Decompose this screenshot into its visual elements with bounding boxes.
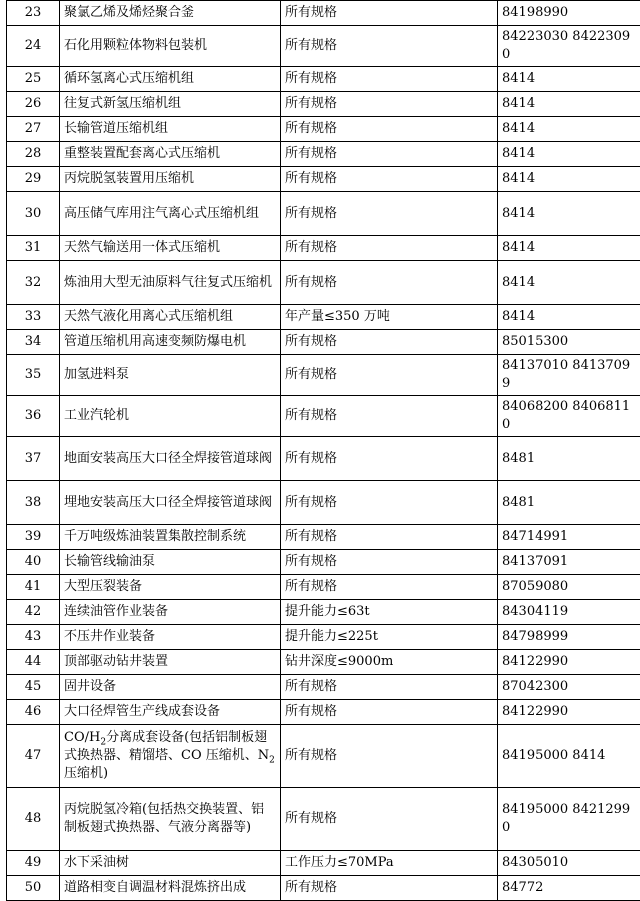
row-number-cell: 25 — [7, 67, 60, 92]
equipment-name-cell: 千万吨级炼油装置集散控制系统 — [60, 525, 281, 550]
specification-cell: 所有规格 — [281, 876, 498, 901]
row-number-cell: 24 — [7, 26, 60, 67]
equipment-name-cell: 大型压裂装备 — [60, 575, 281, 600]
equipment-name-cell: 管道压缩机用高速变频防爆电机 — [60, 330, 281, 355]
tariff-code-cell: 8414 — [498, 142, 640, 167]
tariff-code-cell: 84122990 — [498, 650, 640, 675]
table-row — [7, 788, 640, 851]
specification-cell: 年产量≤350 万吨 — [281, 305, 498, 330]
table-row — [7, 355, 640, 396]
specification-cell: 所有规格 — [281, 788, 498, 851]
tariff-code-cell: 84137091 — [498, 550, 640, 575]
equipment-name-cell: 加氢进料泵 — [60, 355, 281, 396]
tariff-code-cell: 8481 — [498, 481, 640, 525]
equipment-name-cell: 丙烷脱氢冷箱(包括热交换装置、铝制板翅式换热器、气液分离器等) — [60, 788, 281, 851]
table-row — [7, 600, 640, 625]
specification-cell: 所有规格 — [281, 142, 498, 167]
specification-cell: 所有规格 — [281, 437, 498, 481]
specification-cell: 所有规格 — [281, 192, 498, 236]
tariff-code-cell: 84223030 84223090 — [498, 26, 640, 67]
table-row — [7, 575, 640, 600]
equipment-name-cell: 大口径焊管生产线成套设备 — [60, 700, 281, 725]
equipment-name-cell: 重整装置配套离心式压缩机 — [60, 142, 281, 167]
equipment-name-cell: 长输管线输油泵 — [60, 550, 281, 575]
tariff-code-cell: 84304119 — [498, 600, 640, 625]
table-row — [7, 92, 640, 117]
tariff-code-cell: 84714991 — [498, 525, 640, 550]
tariff-code-cell: 8414 — [498, 92, 640, 117]
table-row — [7, 236, 640, 261]
equipment-name-cell: 循环氢离心式压缩机组 — [60, 67, 281, 92]
table-row — [7, 700, 640, 725]
tariff-code-cell: 85015300 — [498, 330, 640, 355]
equipment-name-cell: 工业汽轮机 — [60, 396, 281, 437]
row-number-cell: 34 — [7, 330, 60, 355]
specification-cell: 所有规格 — [281, 261, 498, 305]
row-number-cell: 50 — [7, 876, 60, 901]
equipment-name-cell: 水下采油树 — [60, 851, 281, 876]
row-number-cell: 31 — [7, 236, 60, 261]
row-number-cell: 33 — [7, 305, 60, 330]
table-row — [7, 625, 640, 650]
specification-cell: 所有规格 — [281, 26, 498, 67]
table-row — [7, 1, 640, 26]
subscript: 2 — [100, 738, 106, 748]
table-row — [7, 725, 640, 788]
specification-cell: 所有规格 — [281, 525, 498, 550]
tariff-code-cell: 8414 — [498, 167, 640, 192]
tariff-code-cell: 8414 — [498, 261, 640, 305]
specification-cell: 所有规格 — [281, 117, 498, 142]
specification-cell: 所有规格 — [281, 675, 498, 700]
row-number-cell: 32 — [7, 261, 60, 305]
tariff-code-cell: 8414 — [498, 67, 640, 92]
name-text: CO/H — [64, 730, 100, 745]
tariff-code-cell: 84195000 8414 — [498, 725, 640, 788]
row-number-cell: 37 — [7, 437, 60, 481]
specification-cell: 所有规格 — [281, 550, 498, 575]
equipment-table-body — [7, 1, 640, 901]
row-number-cell: 41 — [7, 575, 60, 600]
equipment-name-cell: 顶部驱动钻井装置 — [60, 650, 281, 675]
row-number-cell: 40 — [7, 550, 60, 575]
specification-cell: 工作压力≤70MPa — [281, 851, 498, 876]
equipment-name-cell: 聚氯乙烯及烯烃聚合釜 — [60, 1, 281, 26]
tariff-code-cell: 8481 — [498, 437, 640, 481]
equipment-name-cell: 长输管道压缩机组 — [60, 117, 281, 142]
row-number-cell: 43 — [7, 625, 60, 650]
table-row — [7, 650, 640, 675]
specification-cell: 提升能力≤225t — [281, 625, 498, 650]
row-number-cell: 49 — [7, 851, 60, 876]
table-row — [7, 675, 640, 700]
equipment-name-cell: 道路相变自调温材料混炼挤出成 — [60, 876, 281, 901]
table-row — [7, 26, 640, 67]
equipment-name-cell: 不压井作业装备 — [60, 625, 281, 650]
row-number-cell: 23 — [7, 1, 60, 26]
specification-cell: 所有规格 — [281, 355, 498, 396]
tariff-code-cell: 8414 — [498, 236, 640, 261]
table-row — [7, 142, 640, 167]
row-number-cell: 39 — [7, 525, 60, 550]
specification-cell: 所有规格 — [281, 167, 498, 192]
equipment-table — [6, 0, 640, 901]
specification-cell: 所有规格 — [281, 92, 498, 117]
specification-cell: 所有规格 — [281, 330, 498, 355]
row-number-cell: 28 — [7, 142, 60, 167]
table-row — [7, 876, 640, 901]
equipment-name-cell: 天然气液化用离心式压缩机组 — [60, 305, 281, 330]
row-number-cell: 42 — [7, 600, 60, 625]
tariff-code-cell: 84198990 — [498, 1, 640, 26]
tariff-code-cell: 84195000 84212990 — [498, 788, 640, 851]
equipment-name-cell: 丙烷脱氢装置用压缩机 — [60, 167, 281, 192]
tariff-code-cell: 84137010 84137099 — [498, 355, 640, 396]
tariff-code-cell: 8414 — [498, 305, 640, 330]
specification-cell: 所有规格 — [281, 700, 498, 725]
specification-cell: 所有规格 — [281, 236, 498, 261]
specification-cell: 提升能力≤63t — [281, 600, 498, 625]
row-number-cell: 26 — [7, 92, 60, 117]
table-row — [7, 437, 640, 481]
table-row — [7, 481, 640, 525]
equipment-name-cell: 连续油管作业装备 — [60, 600, 281, 625]
table-row — [7, 851, 640, 876]
row-number-cell: 46 — [7, 700, 60, 725]
equipment-name-cell — [60, 725, 281, 788]
equipment-name-cell: 往复式新氢压缩机组 — [60, 92, 281, 117]
table-row — [7, 305, 640, 330]
row-number-cell: 47 — [7, 725, 60, 788]
specification-cell: 所有规格 — [281, 67, 498, 92]
equipment-name-cell: 天然气输送用一体式压缩机 — [60, 236, 281, 261]
tariff-code-cell: 8414 — [498, 192, 640, 236]
table-row — [7, 261, 640, 305]
specification-cell: 所有规格 — [281, 1, 498, 26]
specification-cell: 钻井深度≤9000m — [281, 650, 498, 675]
row-number-cell: 30 — [7, 192, 60, 236]
tariff-code-cell: 84068200 84068110 — [498, 396, 640, 437]
table-row — [7, 550, 640, 575]
specification-cell: 所有规格 — [281, 575, 498, 600]
table-row — [7, 117, 640, 142]
tariff-code-cell: 87042300 — [498, 675, 640, 700]
name-text: 分离成套设备(包括铝制板翅式换热器、精馏塔、CO 压缩机、N — [64, 730, 269, 763]
specification-cell: 所有规格 — [281, 481, 498, 525]
row-number-cell: 35 — [7, 355, 60, 396]
table-row — [7, 396, 640, 437]
row-number-cell: 38 — [7, 481, 60, 525]
equipment-name-cell: 炼油用大型无油原料气往复式压缩机 — [60, 261, 281, 305]
tariff-code-cell: 87059080 — [498, 575, 640, 600]
table-row — [7, 167, 640, 192]
table-row — [7, 330, 640, 355]
equipment-name-cell: 地面安装高压大口径全焊接管道球阀 — [60, 437, 281, 481]
tariff-code-cell: 84798999 — [498, 625, 640, 650]
equipment-name-cell: 高压储气库用注气离心式压缩机组 — [60, 192, 281, 236]
equipment-name-cell: 石化用颗粒体物料包装机 — [60, 26, 281, 67]
table-row — [7, 67, 640, 92]
table-row — [7, 525, 640, 550]
equipment-name-cell: 固井设备 — [60, 675, 281, 700]
subscript: 2 — [269, 756, 275, 766]
specification-cell: 所有规格 — [281, 396, 498, 437]
equipment-name-cell: 埋地安装高压大口径全焊接管道球阀 — [60, 481, 281, 525]
tariff-code-cell: 84305010 — [498, 851, 640, 876]
row-number-cell: 29 — [7, 167, 60, 192]
tariff-code-cell: 84772 — [498, 876, 640, 901]
table-row — [7, 192, 640, 236]
row-number-cell: 45 — [7, 675, 60, 700]
name-text: 压缩机) — [64, 766, 108, 781]
row-number-cell: 27 — [7, 117, 60, 142]
row-number-cell: 48 — [7, 788, 60, 851]
specification-cell: 所有规格 — [281, 725, 498, 788]
row-number-cell: 36 — [7, 396, 60, 437]
row-number-cell: 44 — [7, 650, 60, 675]
tariff-code-cell: 84122990 — [498, 700, 640, 725]
tariff-code-cell: 8414 — [498, 117, 640, 142]
